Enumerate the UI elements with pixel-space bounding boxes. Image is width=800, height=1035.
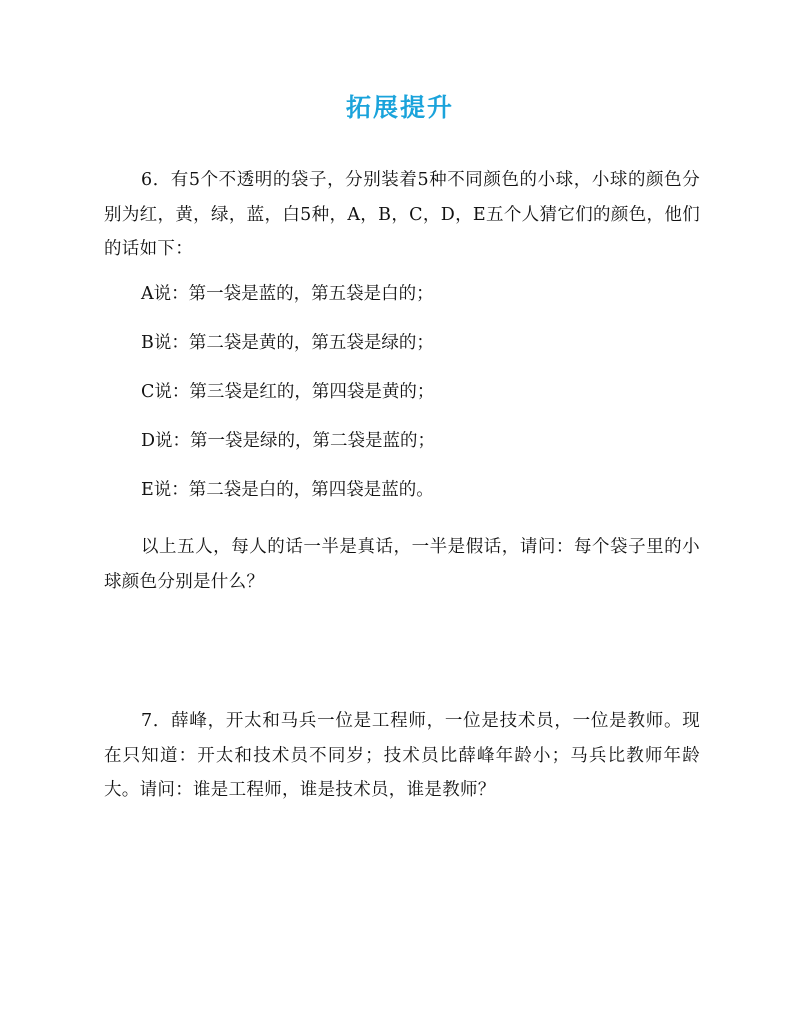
statement-d: D说：第一袋是绿的，第二袋是蓝的； — [141, 431, 436, 451]
statement-b: B说：第二袋是黄的，第五袋是绿的； — [141, 333, 434, 353]
question-6-intro: 6．有5个不透明的袋子，分别装着5种不同颜色的小球，小球的颜色分别为红，黄，绿，蓝，白5种，A，B，C，D，E五个人猜它们的颜色，他们的话如下： — [104, 170, 700, 259]
question-6-ask: 以上五人，每人的话一半是真话，一半是假话，请问：每个袋子里的小球颜色分别是什么？ — [104, 537, 700, 592]
statement-c: C说：第三袋是红的，第四袋是黄的； — [141, 382, 435, 402]
question-7-text: 7．薛峰，开太和马兵一位是工程师，一位是技术员，一位是教师。现在只知道：开太和技术员不同岁；技术员比薛峰年龄小；马兵比教师年龄大。请问：谁是工程师，谁是技术员，谁是教师？ — [104, 711, 700, 800]
statement-a: A说：第一袋是蓝的，第五袋是白的； — [141, 284, 434, 304]
page-title: 拓展提升 — [345, 93, 454, 122]
statement-e: E说：第二袋是白的，第四袋是蓝的。 — [141, 480, 434, 500]
